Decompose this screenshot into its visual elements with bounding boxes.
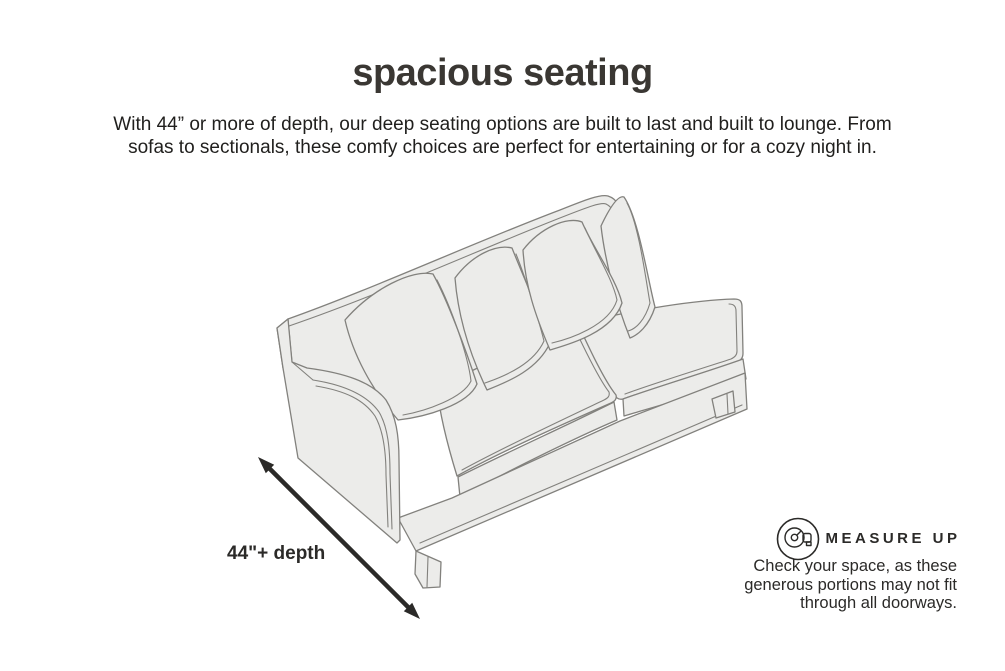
sofa-diagram — [220, 183, 780, 653]
page-description — [0, 114, 1005, 159]
measure-up-line-3: through all doorways. — [800, 594, 957, 612]
description-line-2: sofas to sectionals, these comfy choices are perfect for entertaining or for a cozy night in. — [128, 136, 877, 158]
measure-up-line-2: generous portions may not fit — [744, 575, 957, 594]
measure-up-text — [744, 557, 957, 613]
measure-up-heading: MEASURE UP — [825, 530, 961, 547]
measure-up-line-1: Check your space, as these — [753, 557, 957, 575]
tape-measure-icon — [775, 516, 821, 562]
page-title: spacious seating — [352, 52, 653, 94]
description-line-1: With 44” or more of depth, our deep seating options are built to last and built to lounge. From — [113, 114, 892, 135]
depth-label: 44"+ depth — [227, 543, 326, 564]
